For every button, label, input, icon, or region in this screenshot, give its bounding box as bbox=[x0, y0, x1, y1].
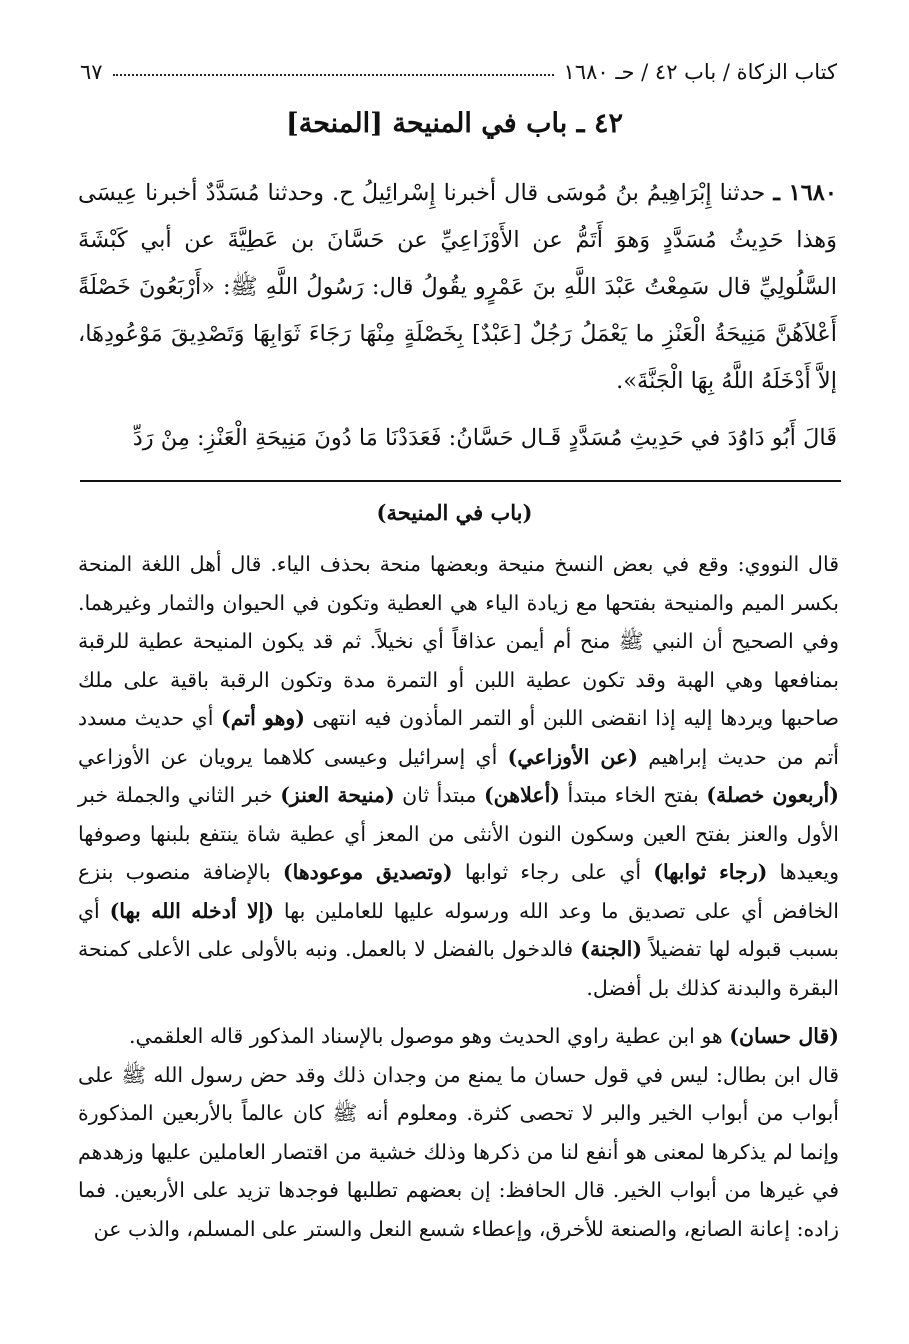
commentary-text: أي على رجاء ثوابها bbox=[464, 860, 642, 884]
commentary-paragraph-2 bbox=[78, 1017, 839, 1056]
section-divider bbox=[80, 480, 841, 482]
commentary-text: أي حديث مسدد أتم من حديث إبراهيم bbox=[78, 706, 839, 769]
commentary-text: هو ابن عطية راوي الحديث وهو موصول بالإسناد المذكور قاله العلقمي. bbox=[128, 1024, 723, 1048]
hadith-number: ١٦٨٠ ـ bbox=[773, 180, 837, 206]
commentary-keyword: (رجاء ثوابها) bbox=[653, 860, 768, 884]
commentary-text: مبتدأ ثان bbox=[402, 783, 477, 807]
chapter-title: ٤٢ ـ باب في المنيحة [المنحة] bbox=[286, 108, 623, 139]
book-reference: كتاب الزكاة / باب ٤٢ / حـ ١٦٨٠ bbox=[563, 60, 837, 84]
commentary-text: قال النووي: وقع في بعض النسخ منيحة وبعضها منحة بحذف الياء. قال أهل اللغة المنحة بكسر الميم والمنيحة بفتحها مع زيادة الياء هي العطية وتكون في الحيوان والثمار وغيرهما. وفي الصحيح أن النبي ﷺ منح أم أيمن عذاقاً أي نخيلاً. ثم قد يكون المنيحة عطية للرقبة بمنافعها وهي الهبة وقد تكون عطية اللبن أو التمرة مدة وتكون الرقبة باقية على ملك صاحبها ويردها إليه إذا انقضى اللبن أو التمر المأذون فيه انتهى bbox=[78, 552, 839, 730]
commentary-keyword: (إلا أدخله الله بها) bbox=[109, 898, 275, 923]
commentary-text: أي بسبب قبوله لها تفضيلاً bbox=[78, 898, 839, 961]
commentary-keyword: (الجنة) bbox=[580, 937, 643, 961]
commentary-keyword: (وهو أتم) bbox=[221, 706, 306, 730]
commentary-text: خبر الثاني والجملة خبر الأول والعنز بفتح العين وسكون النون الأنثى من المعز أي عطية شاة ينتفع بلبنها وصوفها ويعيدها bbox=[78, 783, 839, 884]
commentary-title: (باب في المنيحة) bbox=[376, 500, 533, 525]
commentary-keyword: (وتصديق موعودها) bbox=[282, 860, 453, 884]
commentary-keyword: (أربعون خصلة) bbox=[706, 783, 839, 807]
abu-dawud-note: قَالَ أَبُو دَاوُدَ في حَدِيثِ مُسَدَّدٍ قَـال حَسَّانُ: فَعَدَدْنَا مَا دُونَ مَنِيحَةِ الْعَنْزِ: مِنْ رَدِّ bbox=[132, 425, 837, 451]
dotted-leader bbox=[113, 74, 554, 76]
hadith-text: حدثنا إِبْرَاهِيمُ بنُ مُوسَى قال أخبرنا إِسْرائِيلُ ح. وحدثنا مُسَدَّدٌ أخبرنا عِيسَى وَهذا حَدِيثُ مُسَدَّدٍ وَهوَ أَتَمُّ عن الأَوْزَاعِيِّ عن حَسَّانَ بن عَطِيَّةَ عن أبي كَبْشَةَ السَّلُولِيِّ قال سَمِعْتُ عَبْدَ اللَّهِ بنَ عَمْرٍو يقُولُ قال: رَسُولُ اللَّهِ ﷺ: «أَرْبَعُونَ خَصْلَةً أَعْلاَهُنَّ مَنِيحَةُ الْعَنْزِ ما يَعْمَلُ رَجُلٌ [عَبْدٌ] بِخَصْلَةٍ مِنْهَا رَجَاءَ ثَوَابِهَا وَتَصْدِيقَ مَوْعُودِهَا، إلاَّ أَدْخَلَهُ اللَّهُ بِهَا الْجَنَّةَ». bbox=[78, 180, 837, 394]
page-number: ٦٧ bbox=[80, 60, 103, 84]
hadith-paragraph bbox=[78, 170, 837, 405]
commentary-keyword: (قال حسان) bbox=[729, 1024, 839, 1048]
commentary-text: أي إسرائيل وعيسى كلاهما يرويان عن الأوزاعي bbox=[78, 744, 498, 769]
commentary-text: بالإضافة منصوب بنزع الخافض أي على تصديق ما وعد الله ورسوله عليها للعاملين بها bbox=[78, 860, 839, 923]
commentary-keyword: (منيحة العنز) bbox=[280, 783, 395, 807]
commentary-block bbox=[78, 545, 839, 1248]
hadith-text-block bbox=[78, 170, 837, 462]
commentary-paragraph-1 bbox=[78, 545, 839, 1007]
commentary-text: بفتح الخاء مبتدأ bbox=[567, 783, 699, 807]
commentary-keyword: (عن الأوزاعي) bbox=[507, 744, 638, 769]
commentary-text: فالدخول بالفضل لا بالعمل. ونبه بالأولى على الأعلى كمنحة البقرة والبدنة كذلك بل أفضل. bbox=[78, 937, 839, 1000]
running-header bbox=[80, 52, 837, 92]
commentary-paragraph-3: قال ابن بطال: ليس في قول حسان ما يمنع من وجدان ذلك وقد حض رسول الله ﷺ على أبواب من أبواب الخير والبر لا تحصى كثرة. ومعلوم أنه ﷺ كان عالماً بالأربعين المذكورة وإنما لم يذكرها لمعنى هو أنفع لنا من ذكرها وذلك خشية من اقتصار العاملين عليها وزهدهم في غيرها من أبواب الخير. قال الحافظ: إن بعضهم تطلبها فوجدها تزيد على الأربعين. فما زاده: إعانة الصانع، والصنعة للأخرق، وإعطاء شسع النعل والستر على المسلم، والذب عن bbox=[78, 1062, 839, 1241]
commentary-keyword: (أعلاهن) bbox=[483, 783, 560, 807]
